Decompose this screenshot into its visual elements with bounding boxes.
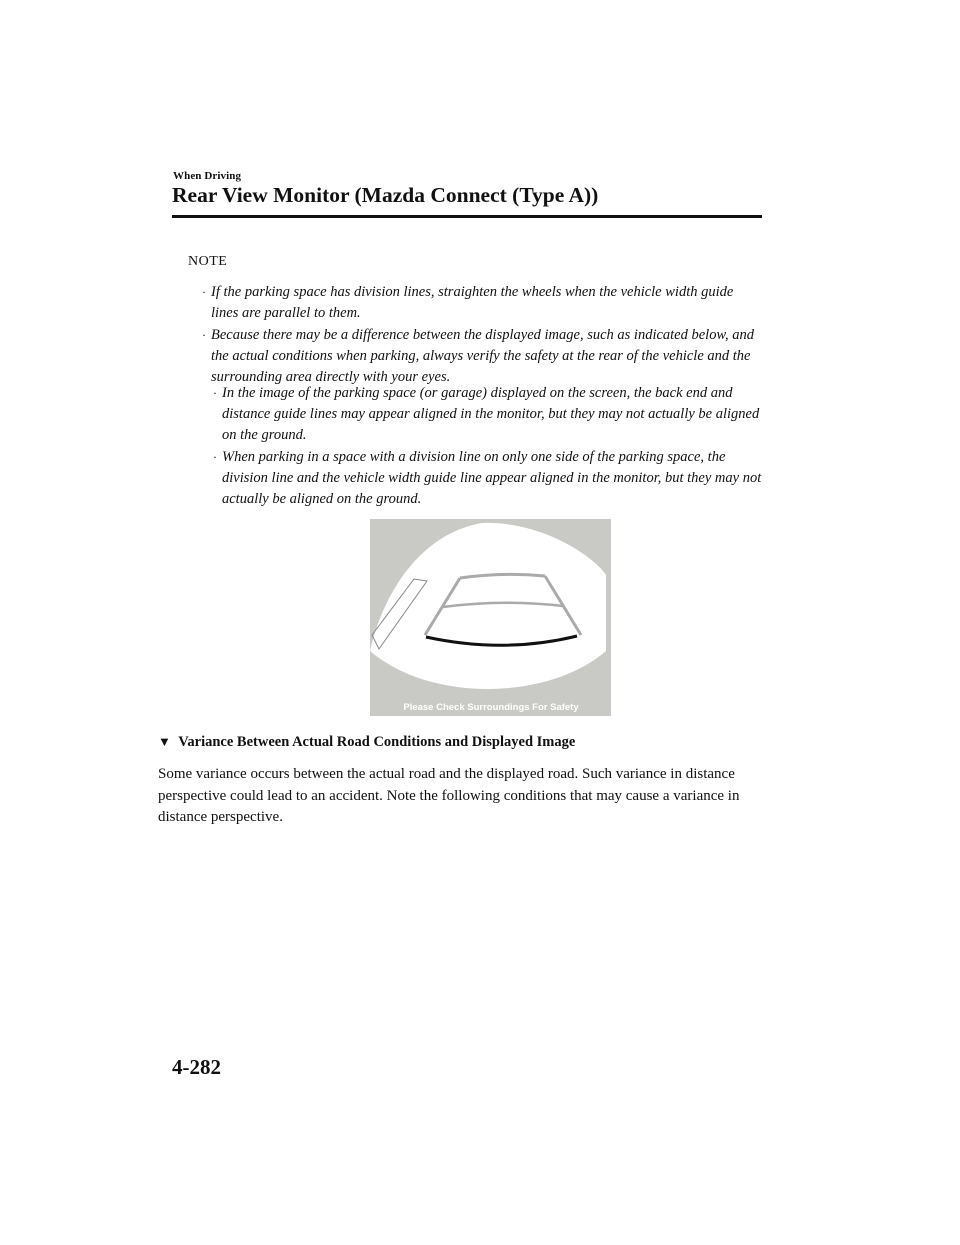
rear-view-monitor-figure — [370, 519, 611, 716]
note-bullet-text: Because there may be a difference between the displayed image, such as indicated below, and the actual conditions when parking, always verify the safety at the rear of the vehicle and the surrounding area directly with your eyes. — [211, 327, 755, 385]
monitor-caption: Please Check Surroundings For Safety — [403, 702, 579, 713]
note-bullet — [202, 325, 761, 388]
bullet-dot-icon: · — [202, 285, 206, 299]
monitor-illustration — [370, 519, 611, 716]
section-heading-text: Variance Between Actual Road Conditions and Displayed Image — [178, 734, 576, 750]
note-sub-bullet-text: When parking in a space with a division line on only one side of the parking space, the division line and the vehicle width guide line appear aligned in the monitor, but they may not actually be aligned on the ground. — [222, 449, 762, 507]
bullet-dot-icon: · — [213, 450, 217, 464]
body-paragraph: Some variance occurs between the actual road and the displayed road. Such variance in distance perspective could lead to an accident. Note the following conditions that may cause a variance in distance perspective. — [158, 766, 740, 825]
note-sub-bullet — [213, 383, 767, 446]
note-sub-bullet — [213, 447, 767, 510]
page-number: 4-282 — [172, 1055, 221, 1079]
note-bullet-text: If the parking space has division lines, straighten the wheels when the vehicle width guide lines are parallel to them. — [211, 284, 734, 321]
bullet-dot-icon: · — [213, 386, 217, 400]
title-rule — [172, 215, 762, 218]
section-label: When Driving — [173, 170, 242, 182]
triangle-down-icon: ▼ — [158, 734, 171, 749]
note-bullet — [202, 282, 761, 324]
note-sub-bullet-text: In the image of the parking space (or garage) displayed on the screen, the back end and distance guide lines may appear aligned in the monitor, but they may not actually be aligned on the ground. — [222, 385, 760, 443]
note-heading: NOTE — [188, 254, 228, 269]
bullet-dot-icon: · — [202, 328, 206, 342]
page-title: Rear View Monitor (Mazda Connect (Type A)) — [172, 183, 599, 207]
section-heading — [158, 734, 575, 751]
